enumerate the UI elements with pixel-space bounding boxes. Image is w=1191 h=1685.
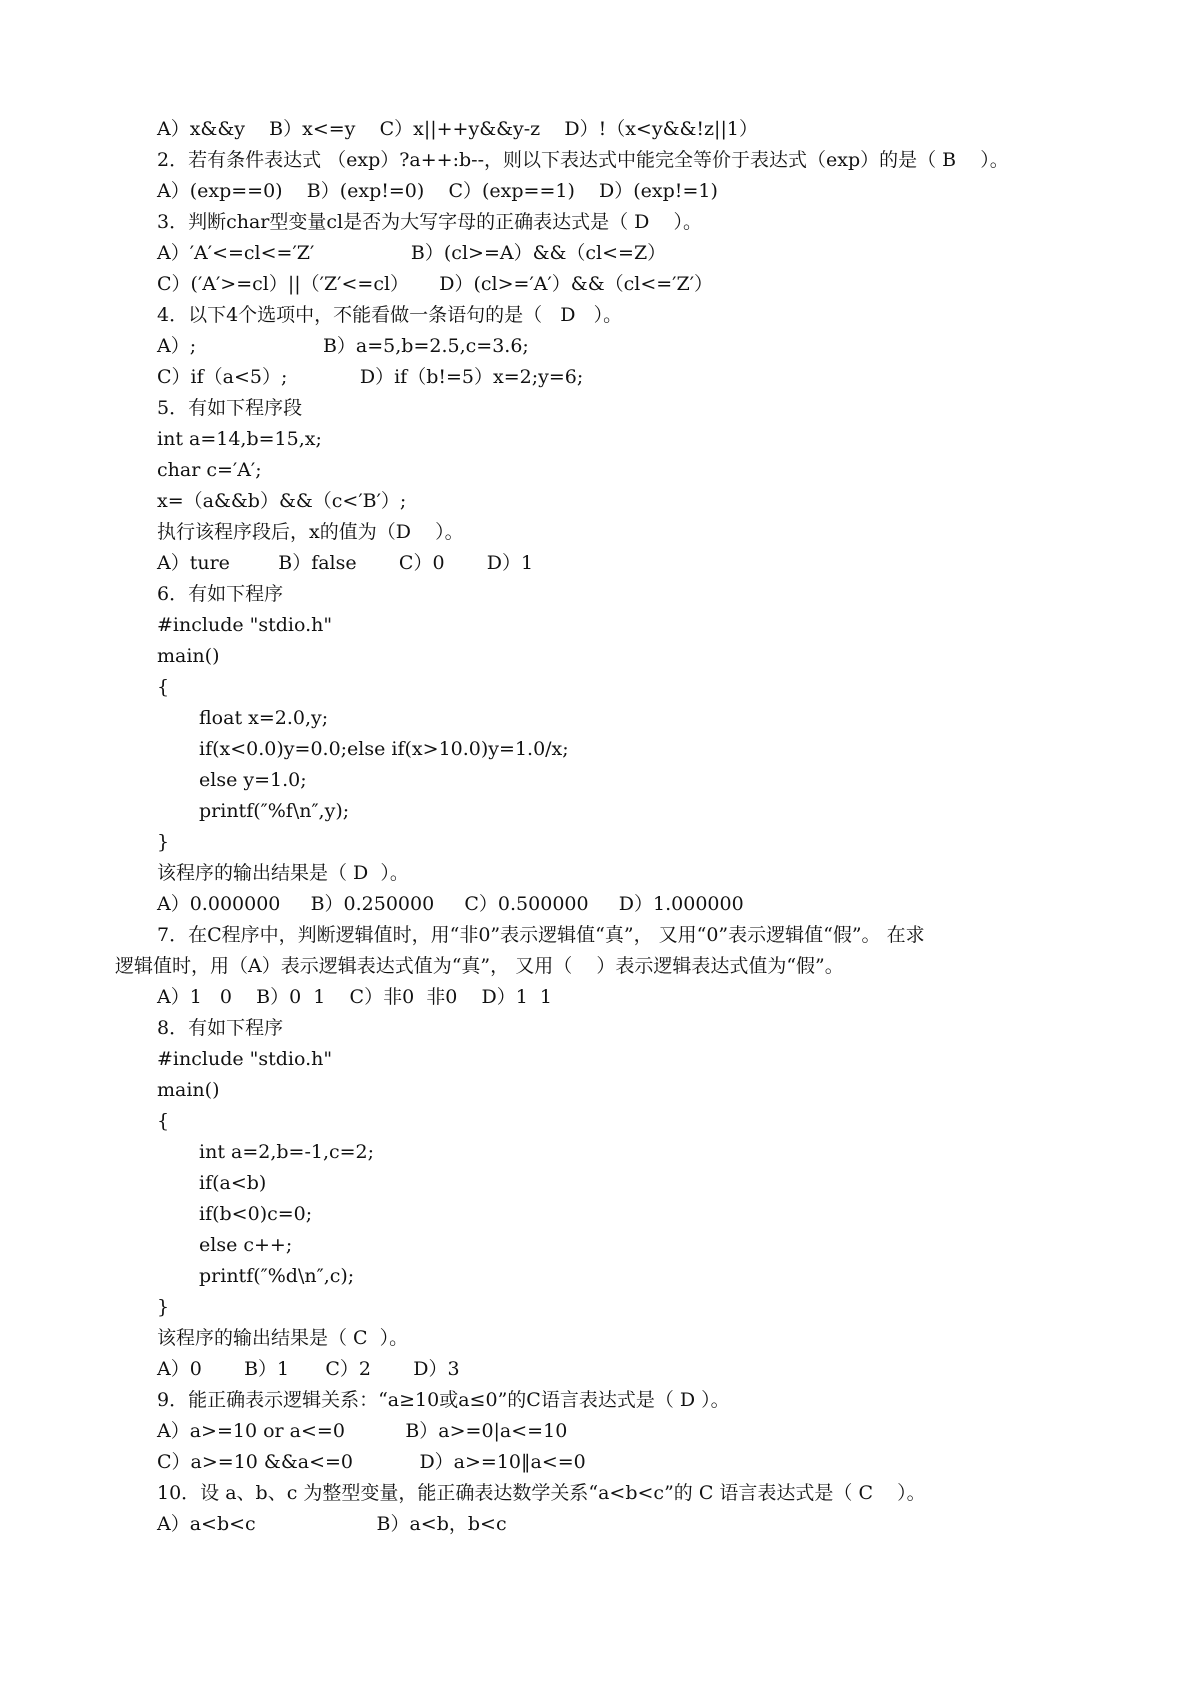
- q6-options: A）0.000000 B）0.250000 C）0.500000 D）1.000000: [157, 893, 744, 915]
- q10-question: 10．设 a、b、c 为整型变量，能正确表达数学关系“a<b<c”的 C 语言表达式是（ C ）。: [157, 1482, 926, 1504]
- q1-options: A）x&&y B）x<=y C）x||++y&&y-z D）!（x<y&&!z||1）: [157, 118, 758, 140]
- q8-question: 8．有如下程序: [157, 1017, 284, 1039]
- q5-code-line: char c=′A′;: [157, 459, 262, 481]
- q4-options-cd: C）if（a<5）; D）if（b!=5）x=2;y=6;: [157, 366, 584, 388]
- q6-code-line: main(): [157, 645, 220, 667]
- q3-question: 3．判断char型变量cl是否为大写字母的正确表达式是（ D ）。: [157, 211, 703, 233]
- q8-code-line: if(b<0)c=0;: [199, 1203, 313, 1225]
- q8-code-line: int a=2,b=-1,c=2;: [199, 1141, 375, 1163]
- q8-code-line: {: [157, 1110, 170, 1132]
- q10-options: A）a<b<c B）a<b，b<c: [157, 1513, 507, 1535]
- q8-code-line: else c++;: [199, 1234, 293, 1256]
- q5-code-line: int a=14,b=15,x;: [157, 428, 322, 450]
- q4-options-ab: A）; B）a=5,b=2.5,c=3.6;: [157, 335, 529, 357]
- q5-code-line: x=（a&&b）&&（c<′B′）;: [157, 490, 407, 512]
- q6-code-line: {: [157, 676, 170, 698]
- q4-question: 4．以下4个选项中，不能看做一条语句的是（ D ）。: [157, 304, 623, 326]
- q6-code-line: printf(″%f\n″,y);: [199, 800, 350, 822]
- q6-question: 6．有如下程序: [157, 583, 284, 605]
- q5-options: A）ture B）false C）0 D）1: [157, 552, 534, 574]
- q8-code-line: #include "stdio.h": [157, 1048, 333, 1070]
- q6-code-line: else y=1.0;: [199, 769, 307, 791]
- q8-options: A）0 B）1 C）2 D）3: [157, 1358, 460, 1380]
- q9-options-ab: A）a>=10 or a<=0 B）a>=0|a<=10: [157, 1420, 568, 1442]
- q8-code-line: if(a<b): [199, 1172, 267, 1194]
- q5-prompt: 执行该程序段后，x的值为（D ）。: [157, 521, 464, 543]
- q6-code-line: if(x<0.0)y=0.0;else if(x>10.0)y=1.0/x;: [199, 738, 569, 760]
- q8-code-line: }: [157, 1296, 170, 1318]
- q6-code-line: }: [157, 831, 170, 853]
- q8-prompt: 该程序的输出结果是（ C ）。: [157, 1327, 409, 1349]
- q3-options-ab: A）′A′<=cl<=′Z′ B）(cl>=A）&&（cl<=Z）: [157, 242, 667, 264]
- q2-options: A）(exp==0) B）(exp!=0) C）(exp==1) D）(exp!=1): [157, 180, 718, 202]
- q6-code-line: float x=2.0,y;: [199, 707, 329, 729]
- q9-question: 9．能正确表示逻辑关系：“a≥10或a≤0”的C语言表达式是（ D ）。: [157, 1389, 730, 1411]
- q6-prompt: 该程序的输出结果是（ D ）。: [157, 862, 409, 884]
- q8-code-line: printf(″%d\n″,c);: [199, 1265, 355, 1287]
- q7-options: A）1 0 B）0 1 C）非0 非0 D）1 1: [157, 986, 552, 1008]
- q7-question-cont: 逻辑值时，用（A）表示逻辑表达式值为“真”， 又用（ ）表示逻辑表达式值为“假”。: [115, 955, 844, 977]
- q9-options-cd: C）a>=10 &&a<=0 D）a>=10‖a<=0: [157, 1451, 586, 1473]
- q6-code-line: #include "stdio.h": [157, 614, 333, 636]
- q5-question: 5．有如下程序段: [157, 397, 303, 419]
- q8-code-line: main(): [157, 1079, 220, 1101]
- q7-question: 7．在C程序中，判断逻辑值时，用“非0”表示逻辑值“真”， 又用“0”表示逻辑值“假”。 在求: [157, 924, 925, 946]
- q3-options-cd: C）(′A′>=cl）||（′Z′<=cl） D）(cl>=′A′）&&（cl<=′Z′）: [157, 273, 714, 295]
- q2-question: 2．若有条件表达式 （exp）?a++:b--，则以下表达式中能完全等价于表达式（exp）的是（ B ）。: [157, 149, 1009, 171]
